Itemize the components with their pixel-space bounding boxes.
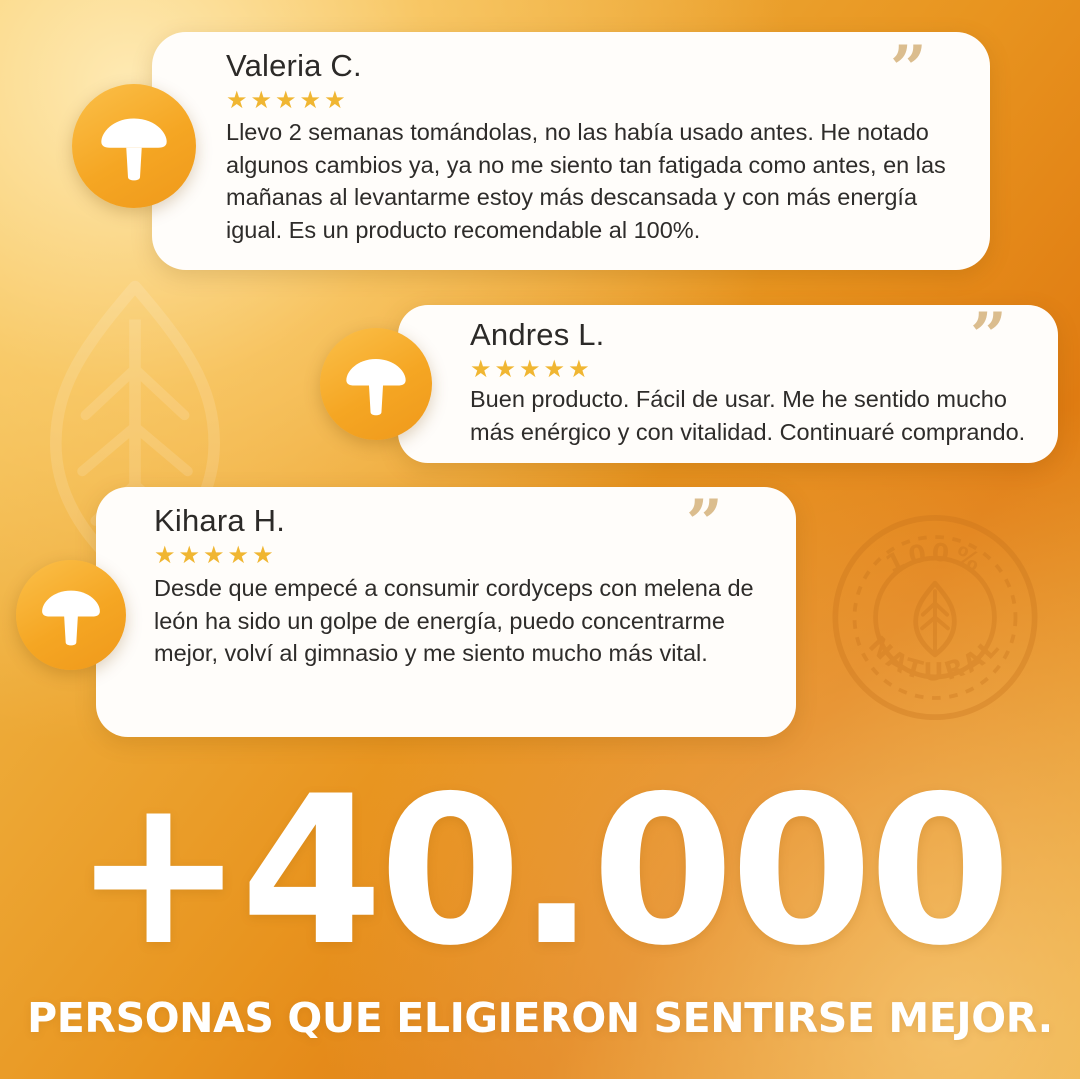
quote-mark-icon: ” [890,32,927,107]
review-text: Desde que empecé a consumir cordyceps con melena de león ha sido un golpe de energía, puedo concentrarme mejor, volví al gimnasio y me siento mucho más vital. [154,575,754,667]
mushroom-badge-icon [320,328,432,440]
customer-count: +40.000 [72,753,1008,991]
mushroom-badge-icon [16,560,126,670]
mushroom-badge-icon [72,84,196,208]
review-card [398,299,1058,463]
svg-text:100% [881,537,988,578]
star-rating-icon: ★★★★★ [470,356,593,383]
review-card [96,487,796,737]
stamp-top-label: 100% [881,537,989,579]
quote-mark-icon: ” [686,486,723,561]
review-text: Buen producto. Fácil de usar. Me he sentido mucho más enérgico y con vitalidad. Continuaré comprando. [470,386,1026,445]
review-text: Llevo 2 semanas tomándolas, no las había usado antes. He notado algunos cambios ya, ya no me siento tan fatigada como antes, en las mañanas al levantarme estoy más descansada y con más energía igual. Es un producto recomendable al 100%. [226,119,946,243]
reviewer-name: Kihara H. [154,503,286,538]
svg-text:NATURAL [863,630,1007,686]
review-card [152,32,990,270]
star-rating-icon: ★★★★★ [154,542,277,569]
reviewer-name: Valeria C. [226,48,362,83]
tagline: PERSONAS QUE ELIGIERON SENTIRSE MEJOR. [27,994,1053,1042]
natural-stamp [820,500,1050,735]
star-rating-icon: ★★★★★ [226,87,349,114]
reviewer-name: Andres L. [470,317,605,352]
quote-mark-icon: ” [970,299,1007,374]
stamp-bottom-label: NATURAL [862,630,1007,687]
